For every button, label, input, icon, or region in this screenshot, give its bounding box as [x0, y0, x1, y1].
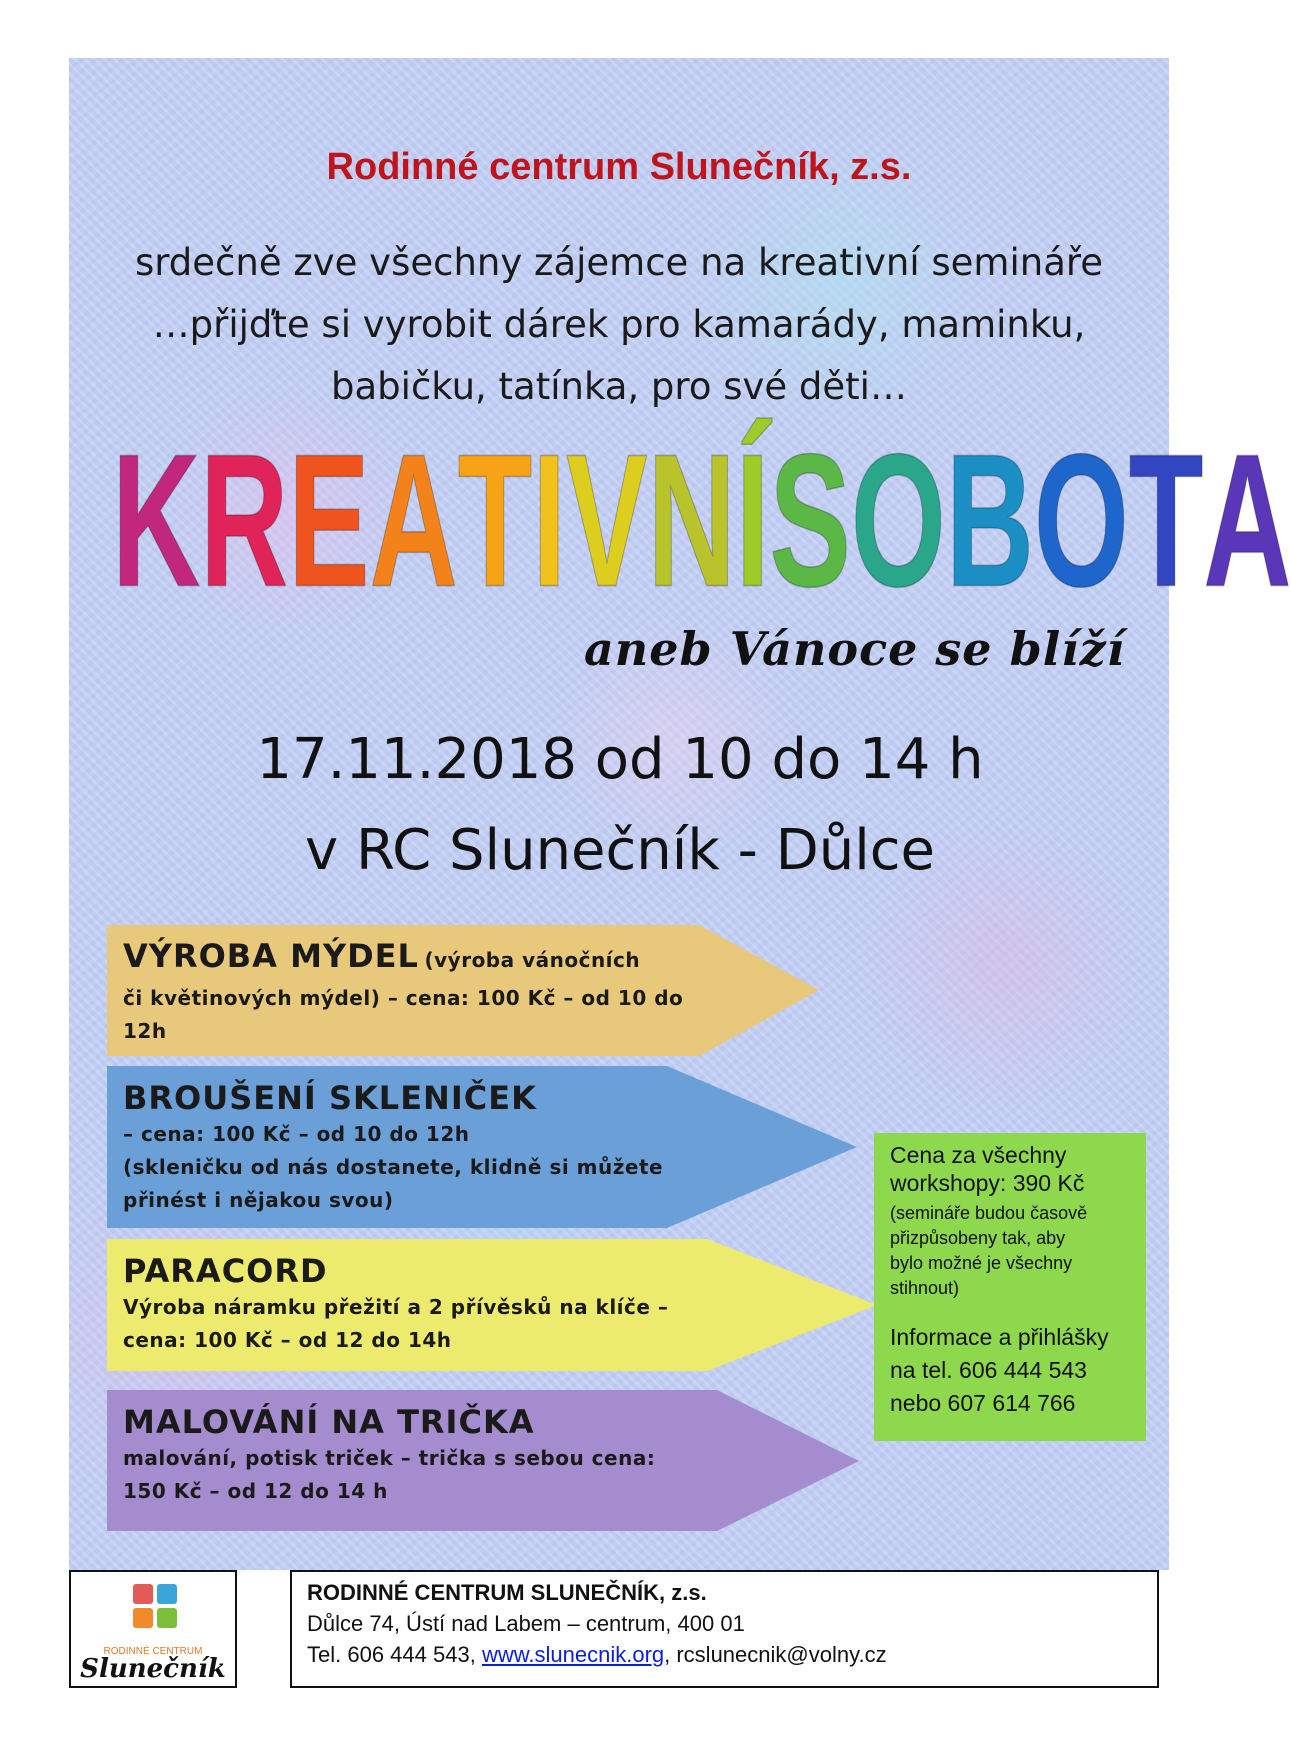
logo-label: RODINNÉ CENTRUM [103, 1646, 203, 1657]
headline-letter: E [288, 415, 370, 626]
headline-letter: Í [735, 415, 770, 626]
workshop-paracord-desc-1: Výroba náramku přežití a 2 přívěsků na klíče – [123, 1295, 669, 1319]
headline-letter: K [112, 415, 201, 626]
logo-brand: Slunečník [80, 1654, 226, 1684]
workshop-paracord-desc-2: cena: 100 Kč – od 12 do 14h [123, 1328, 452, 1352]
workshop-tshirt-name: MALOVÁNÍ NA TRIČKA [123, 1403, 535, 1441]
intro-line-2: …přijďte si vyrobit dárek pro kamarády, maminku, [152, 303, 1086, 346]
workshop-soap-desc-2: 12h [123, 1019, 167, 1043]
footer-tel: Tel. 606 444 543, [307, 1642, 476, 1667]
footer-website-link[interactable]: www.slunecnik.org [481, 1642, 665, 1667]
workshop-tshirt-desc-2: 150 Kč – od 12 do 14 h [123, 1479, 388, 1503]
headline-letter: A [1203, 415, 1291, 626]
headline-letter: S [769, 415, 851, 626]
headline-letter: O [1033, 415, 1129, 626]
workshop-soap-name: VÝROBA MÝDEL [123, 937, 419, 975]
contact-info [890, 1321, 1136, 1420]
headline-letter: N [647, 415, 736, 626]
footer-tel-line [307, 1639, 1157, 1670]
subtitle: aneb Vánoce se blíží [584, 622, 1126, 676]
headline-letter: T [1128, 415, 1204, 626]
workshop-paracord [107, 1239, 877, 1371]
logo-square-red-icon [133, 1584, 153, 1604]
workshop-glass-desc-3: přinést i nějakou svou) [123, 1188, 394, 1212]
footer-contact [290, 1570, 1159, 1688]
price-info-box [874, 1133, 1146, 1441]
price-note-line-2: přizpůsobeny tak, aby [890, 1228, 1066, 1248]
headline-letter: I [532, 415, 567, 626]
headline-letter: O [850, 415, 946, 626]
headline-kreativni-sobota [112, 400, 1291, 626]
workshop-tshirt [107, 1390, 859, 1531]
logo-square-orange-icon [133, 1608, 153, 1628]
workshop-paracord-name: PARACORD [123, 1252, 328, 1290]
intro-line-3: babičku, tatínka, pro své děti… [331, 365, 907, 408]
price-note-line-4: stihnout) [890, 1278, 960, 1298]
workshop-glass-desc-2: (skleničku od nás dostanete, klidně si můžete [123, 1155, 664, 1179]
logo-square-green-icon [157, 1608, 177, 1628]
contact-line-2: na tel. 606 444 543 [890, 1357, 1087, 1383]
footer-email: , rcslunecnik@volny.cz [664, 1642, 887, 1667]
workshop-glass-desc-1: – cena: 100 Kč – od 10 do 12h [123, 1122, 470, 1146]
footer-logo [69, 1570, 237, 1688]
price-line-2: workshopy: 390 Kč [890, 1170, 1085, 1196]
contact-line-1: Informace a přihlášky [890, 1324, 1109, 1350]
workshop-soap-desc-1: či květinových mýdel) – cena: 100 Kč – od 10 do [123, 986, 684, 1010]
workshop-soap [107, 925, 819, 1056]
footer-org-name: RODINNÉ CENTRUM SLUNEČNÍK, z.s. [307, 1580, 707, 1605]
headline-letter: V [566, 415, 648, 626]
logo-square-blue-icon [157, 1584, 177, 1604]
intro-line-1: srdečně zve všechny zájemce na kreativní semináře [134, 241, 1104, 284]
price-note-line-1: (semináře budou časově [890, 1203, 1088, 1223]
price-line-1: Cena za všechny [890, 1142, 1067, 1168]
organization-title: Rodinné centrum Slunečník, z.s. [326, 146, 912, 188]
contact-line-3: nebo 607 614 766 [890, 1390, 1076, 1416]
event-date: 17.11.2018 od 10 do 14 h [256, 727, 984, 792]
price-note [890, 1201, 1136, 1301]
footer-address: Důlce 74, Ústí nad Labem – centrum, 400 01 [307, 1611, 745, 1636]
headline-letter: A [369, 415, 458, 626]
headline-letter: R [200, 415, 289, 626]
workshop-glass [107, 1066, 857, 1228]
headline-letter: B [945, 415, 1034, 626]
workshop-tshirt-desc-1: malování, potisk triček – trička s sebou cena: [123, 1446, 656, 1470]
price-note-line-3: bylo možné je všechny [890, 1253, 1073, 1273]
event-place: v RC Slunečník - Důlce [305, 818, 935, 883]
workshop-glass-name: BROUŠENÍ SKLENIČEK [123, 1079, 537, 1117]
workshop-soap-inline-desc: (výroba vánočních [424, 948, 641, 972]
headline-letter: T [457, 415, 533, 626]
